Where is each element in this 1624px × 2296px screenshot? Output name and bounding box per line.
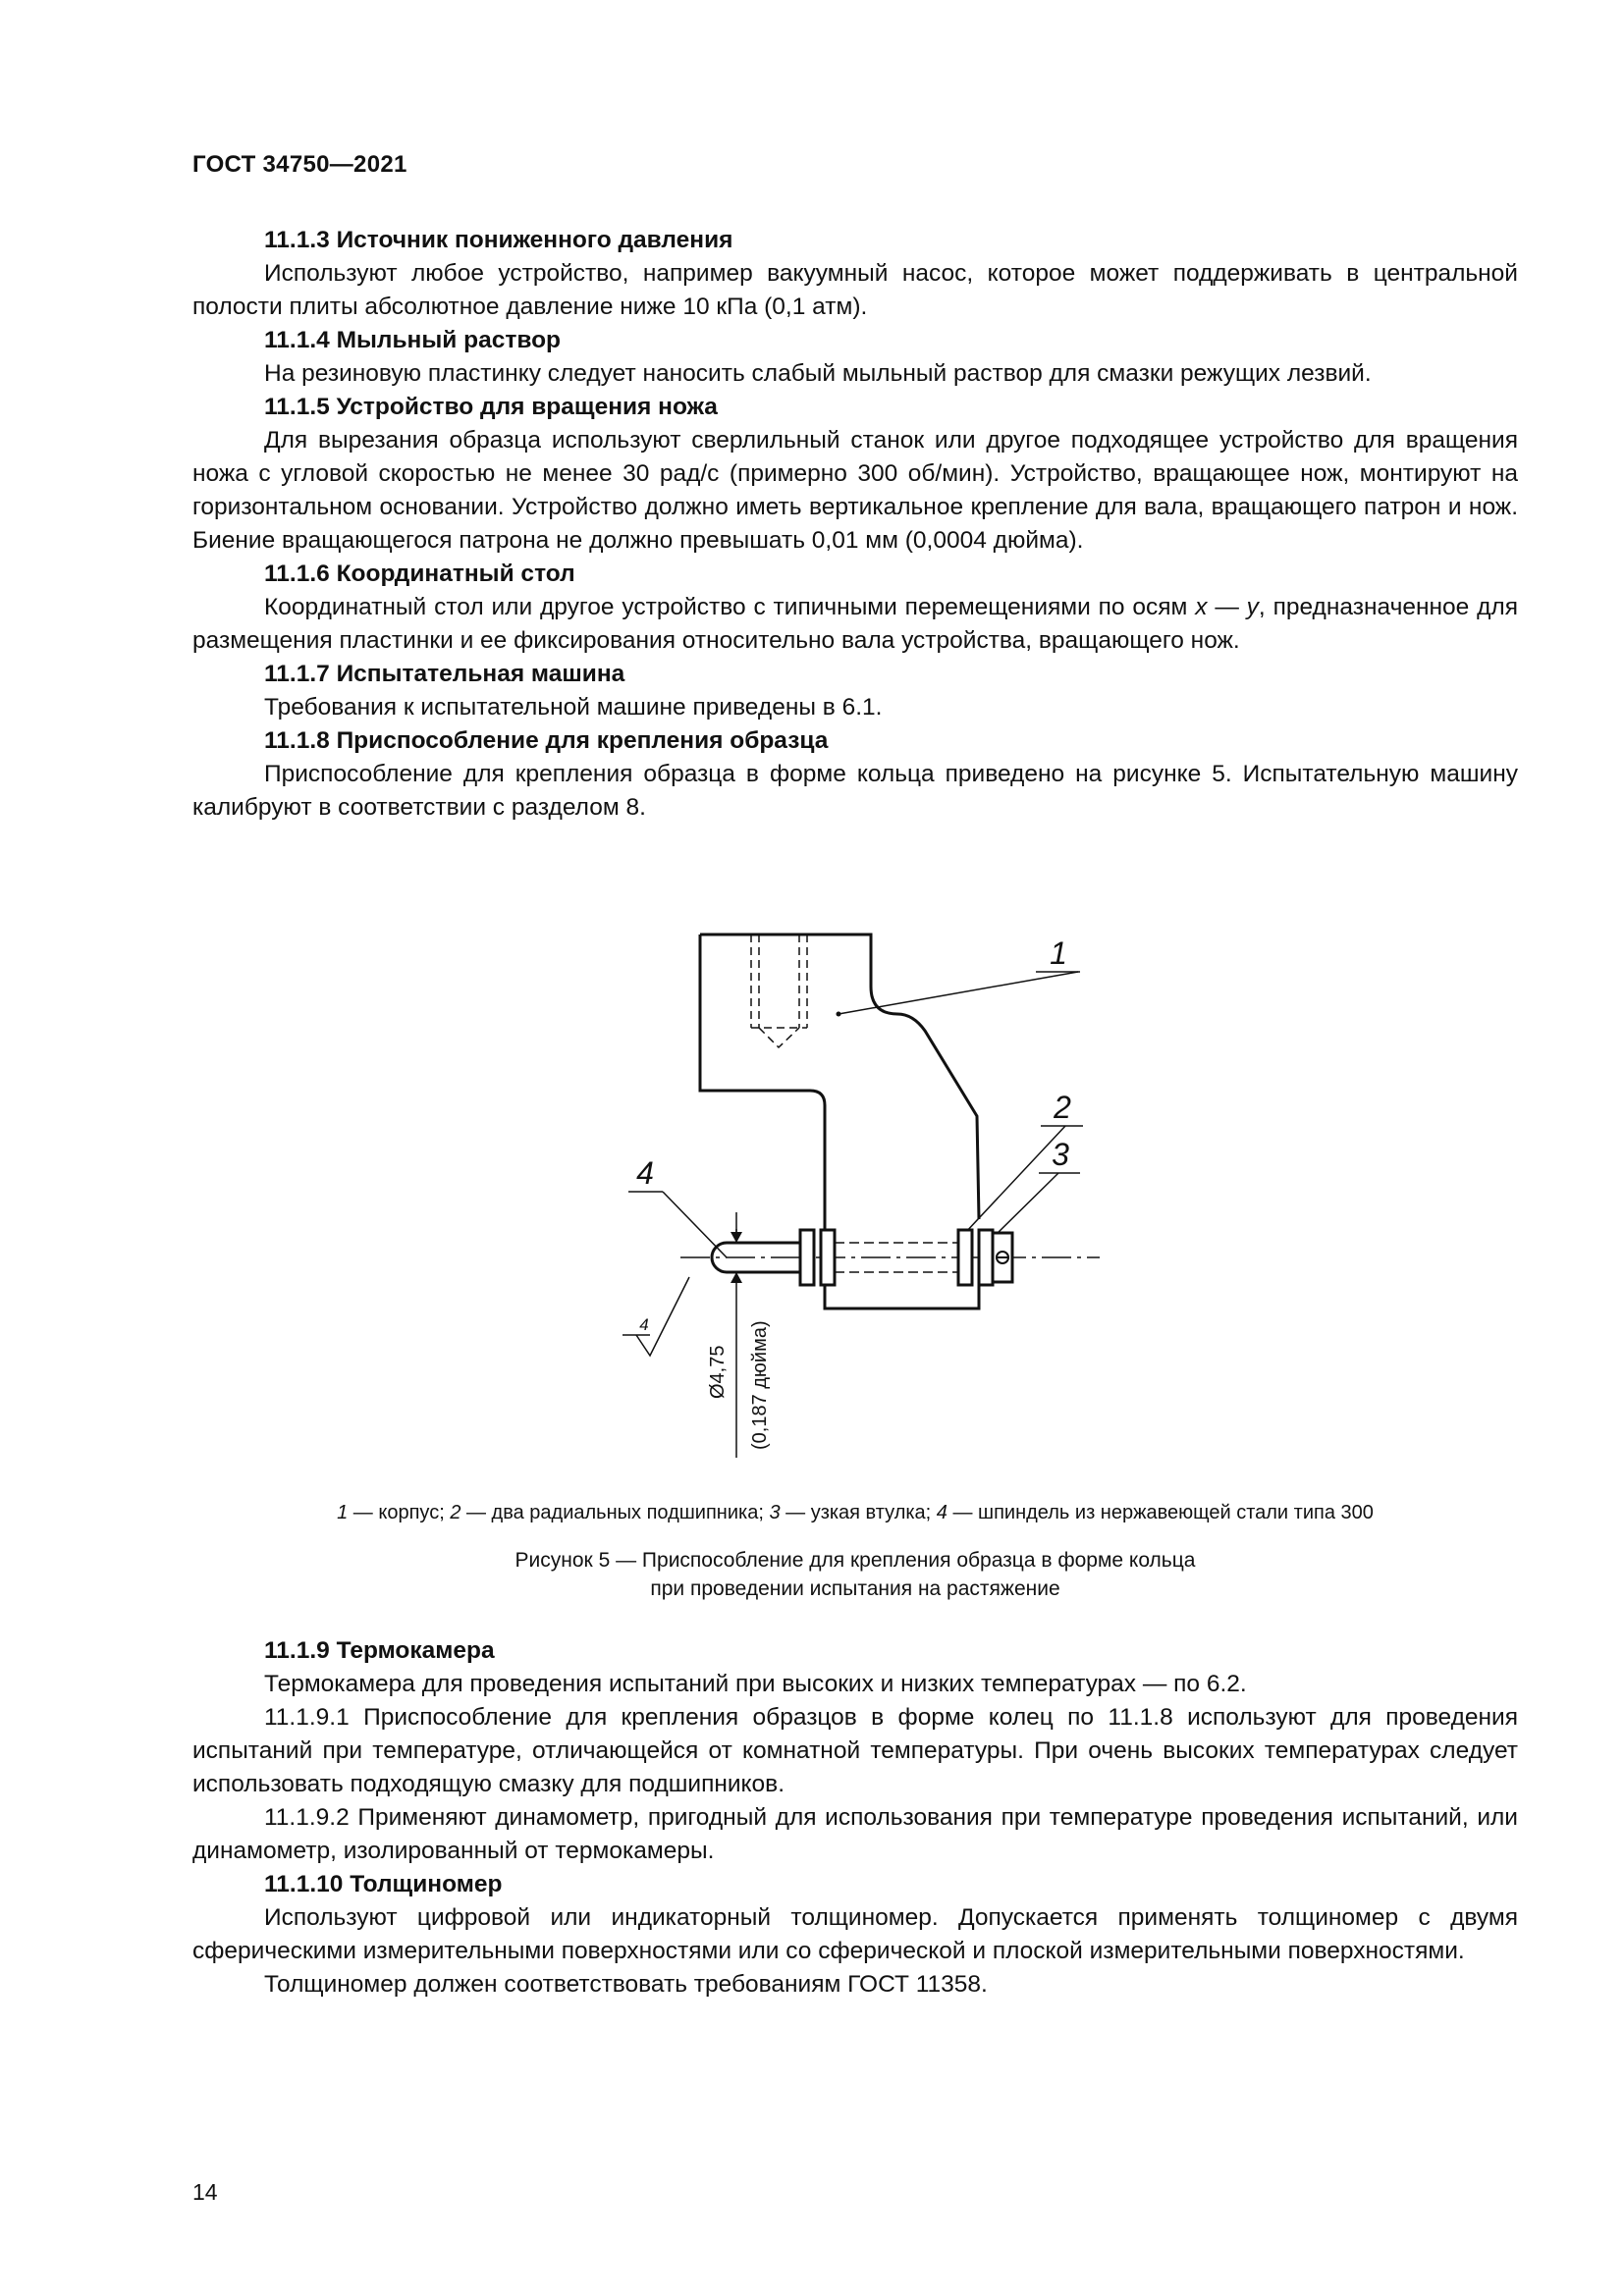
legend-text-4: — шпиндель из нержавеющей стали типа 300 (947, 1502, 1374, 1523)
legend-text-1: — корпус; (348, 1502, 451, 1523)
section-text-11-1-5: Для вырезания образца используют сверлильный станок или другое подходящее устройство для вращения ножа с угловой скоростью не менее 30 рад/с (примерно 300 об/мин). Устройство, вращающее нож, монтируют на горизонтальном основании. Устройство должно иметь вертикальное крепление для вала, вращающего патрон и нож. Биение вращающегося патрона не должно превышать 0,01 мм (0,0004 дюйма). (192, 427, 1518, 554)
roughness-value: 4 (639, 1315, 649, 1334)
callout-2: 2 (1054, 1090, 1071, 1125)
section-heading-11-1-8: 11.1.8 Приспособление для крепления образца (264, 727, 829, 754)
section-text-11-1-3: Используют любое устройство, например вакуумный насос, которое может поддерживать в центральной полости плиты абсолютное давление ниже 10 кПа (0,1 атм). (192, 260, 1518, 320)
section-heading-11-1-3: 11.1.3 Источник пониженного давления (264, 227, 733, 253)
leader-line-3 (997, 1173, 1058, 1234)
callout-1: 1 (1050, 935, 1067, 971)
figure-5-drawing (589, 908, 1100, 1468)
dim-arrow-top (731, 1232, 742, 1243)
sections-top (192, 224, 1518, 825)
roughness-symbol (623, 1277, 689, 1356)
section-heading-11-1-7: 11.1.7 Испытательная машина (264, 661, 625, 687)
section-text-11-1-8: Приспособление для крепления образца в форме кольца приведено на рисунке 5. Испытательную машину калибруют в соответствии с разделом 8. (192, 761, 1518, 821)
technical-drawing (589, 908, 1100, 1468)
leader-line-1 (839, 972, 1078, 1014)
section-heading-11-1-4: 11.1.4 Мыльный раствор (264, 327, 562, 353)
section-text-11-1-4: На резиновую пластинку следует наносить слабый мыльный раствор для смазки режущих лезвий. (264, 360, 1372, 387)
legend-num-2: 2 (450, 1502, 461, 1523)
caption-line-1: Рисунок 5 — Приспособление для крепления образца в форме кольца (514, 1549, 1196, 1572)
callout-3: 3 (1052, 1137, 1069, 1172)
section-text-11-1-10-a: Используют цифровой или индикаторный толщиномер. Допускается применять толщиномер с двумя сферическими измерительными поверхностями или со сферической и плоской измерительными поверхностями. (192, 1904, 1518, 1964)
axis-x: x (1195, 594, 1208, 620)
document-header: ГОСТ 34750—2021 (192, 151, 407, 178)
axis-separator: — (1207, 594, 1247, 620)
callout-4: 4 (636, 1155, 654, 1191)
housing-outline (700, 934, 979, 1308)
section-text-11-1-9: Термокамера для проведения испытаний при высоких и низких температурах — по 6.2. (264, 1671, 1247, 1697)
section-text-11-1-7: Требования к испытательной машине приведены в 6.1. (264, 694, 883, 721)
dimension-mm: Ø4,75 (707, 1345, 729, 1399)
text-part: , предназначенное для размещения пластинки и ее фиксирования относительно вала устройства, вращающего нож. (192, 594, 1518, 654)
leader-line-4 (663, 1192, 727, 1257)
figure-caption (192, 1546, 1518, 1603)
legend-num-4: 4 (936, 1502, 947, 1523)
dimension-inch: (0,187 дюйма) (749, 1320, 771, 1450)
threaded-hole (751, 934, 807, 1047)
text-part: Координатный стол или другое устройство с типичными перемещениями по осям (264, 594, 1196, 620)
section-heading-11-1-6: 11.1.6 Координатный стол (264, 561, 575, 587)
section-heading-11-1-5: 11.1.5 Устройство для вращения ножа (264, 394, 718, 420)
figure-legend (192, 1499, 1518, 1526)
page-number: 14 (192, 2179, 218, 2205)
section-heading-11-1-9: 11.1.9 Термокамера (264, 1637, 495, 1664)
legend-text-2: — два радиальных подшипника; (460, 1502, 770, 1523)
axis-y: y (1246, 594, 1259, 620)
section-text-11-1-6 (192, 591, 1518, 658)
section-heading-11-1-10: 11.1.10 Толщиномер (264, 1871, 503, 1897)
legend-text-3: — узкая втулка; (780, 1502, 937, 1523)
section-text-11-1-10-b: Толщиномер должен соответствовать требованиям ГОСТ 11358. (264, 1971, 988, 1998)
sections-bottom (192, 1634, 1518, 2002)
legend-num-1: 1 (337, 1502, 349, 1523)
dim-arrow-bottom (731, 1272, 742, 1283)
legend-num-3: 3 (769, 1502, 781, 1523)
section-text-11-1-9-2: 11.1.9.2 Применяют динамометр, пригодный для использования при температуре проведения испытаний, или динамометр, изолированный от термокамеры. (192, 1804, 1518, 1864)
caption-line-2: при проведении испытания на растяжение (650, 1577, 1060, 1600)
section-text-11-1-9-1: 11.1.9.1 Приспособление для крепления образцов в форме колец по 11.1.8 используют для проведения испытаний при температуре, отличающейся от комнатной температуры. При очень высоких температурах следует использовать подходящую смазку для подшипников. (192, 1704, 1518, 1797)
